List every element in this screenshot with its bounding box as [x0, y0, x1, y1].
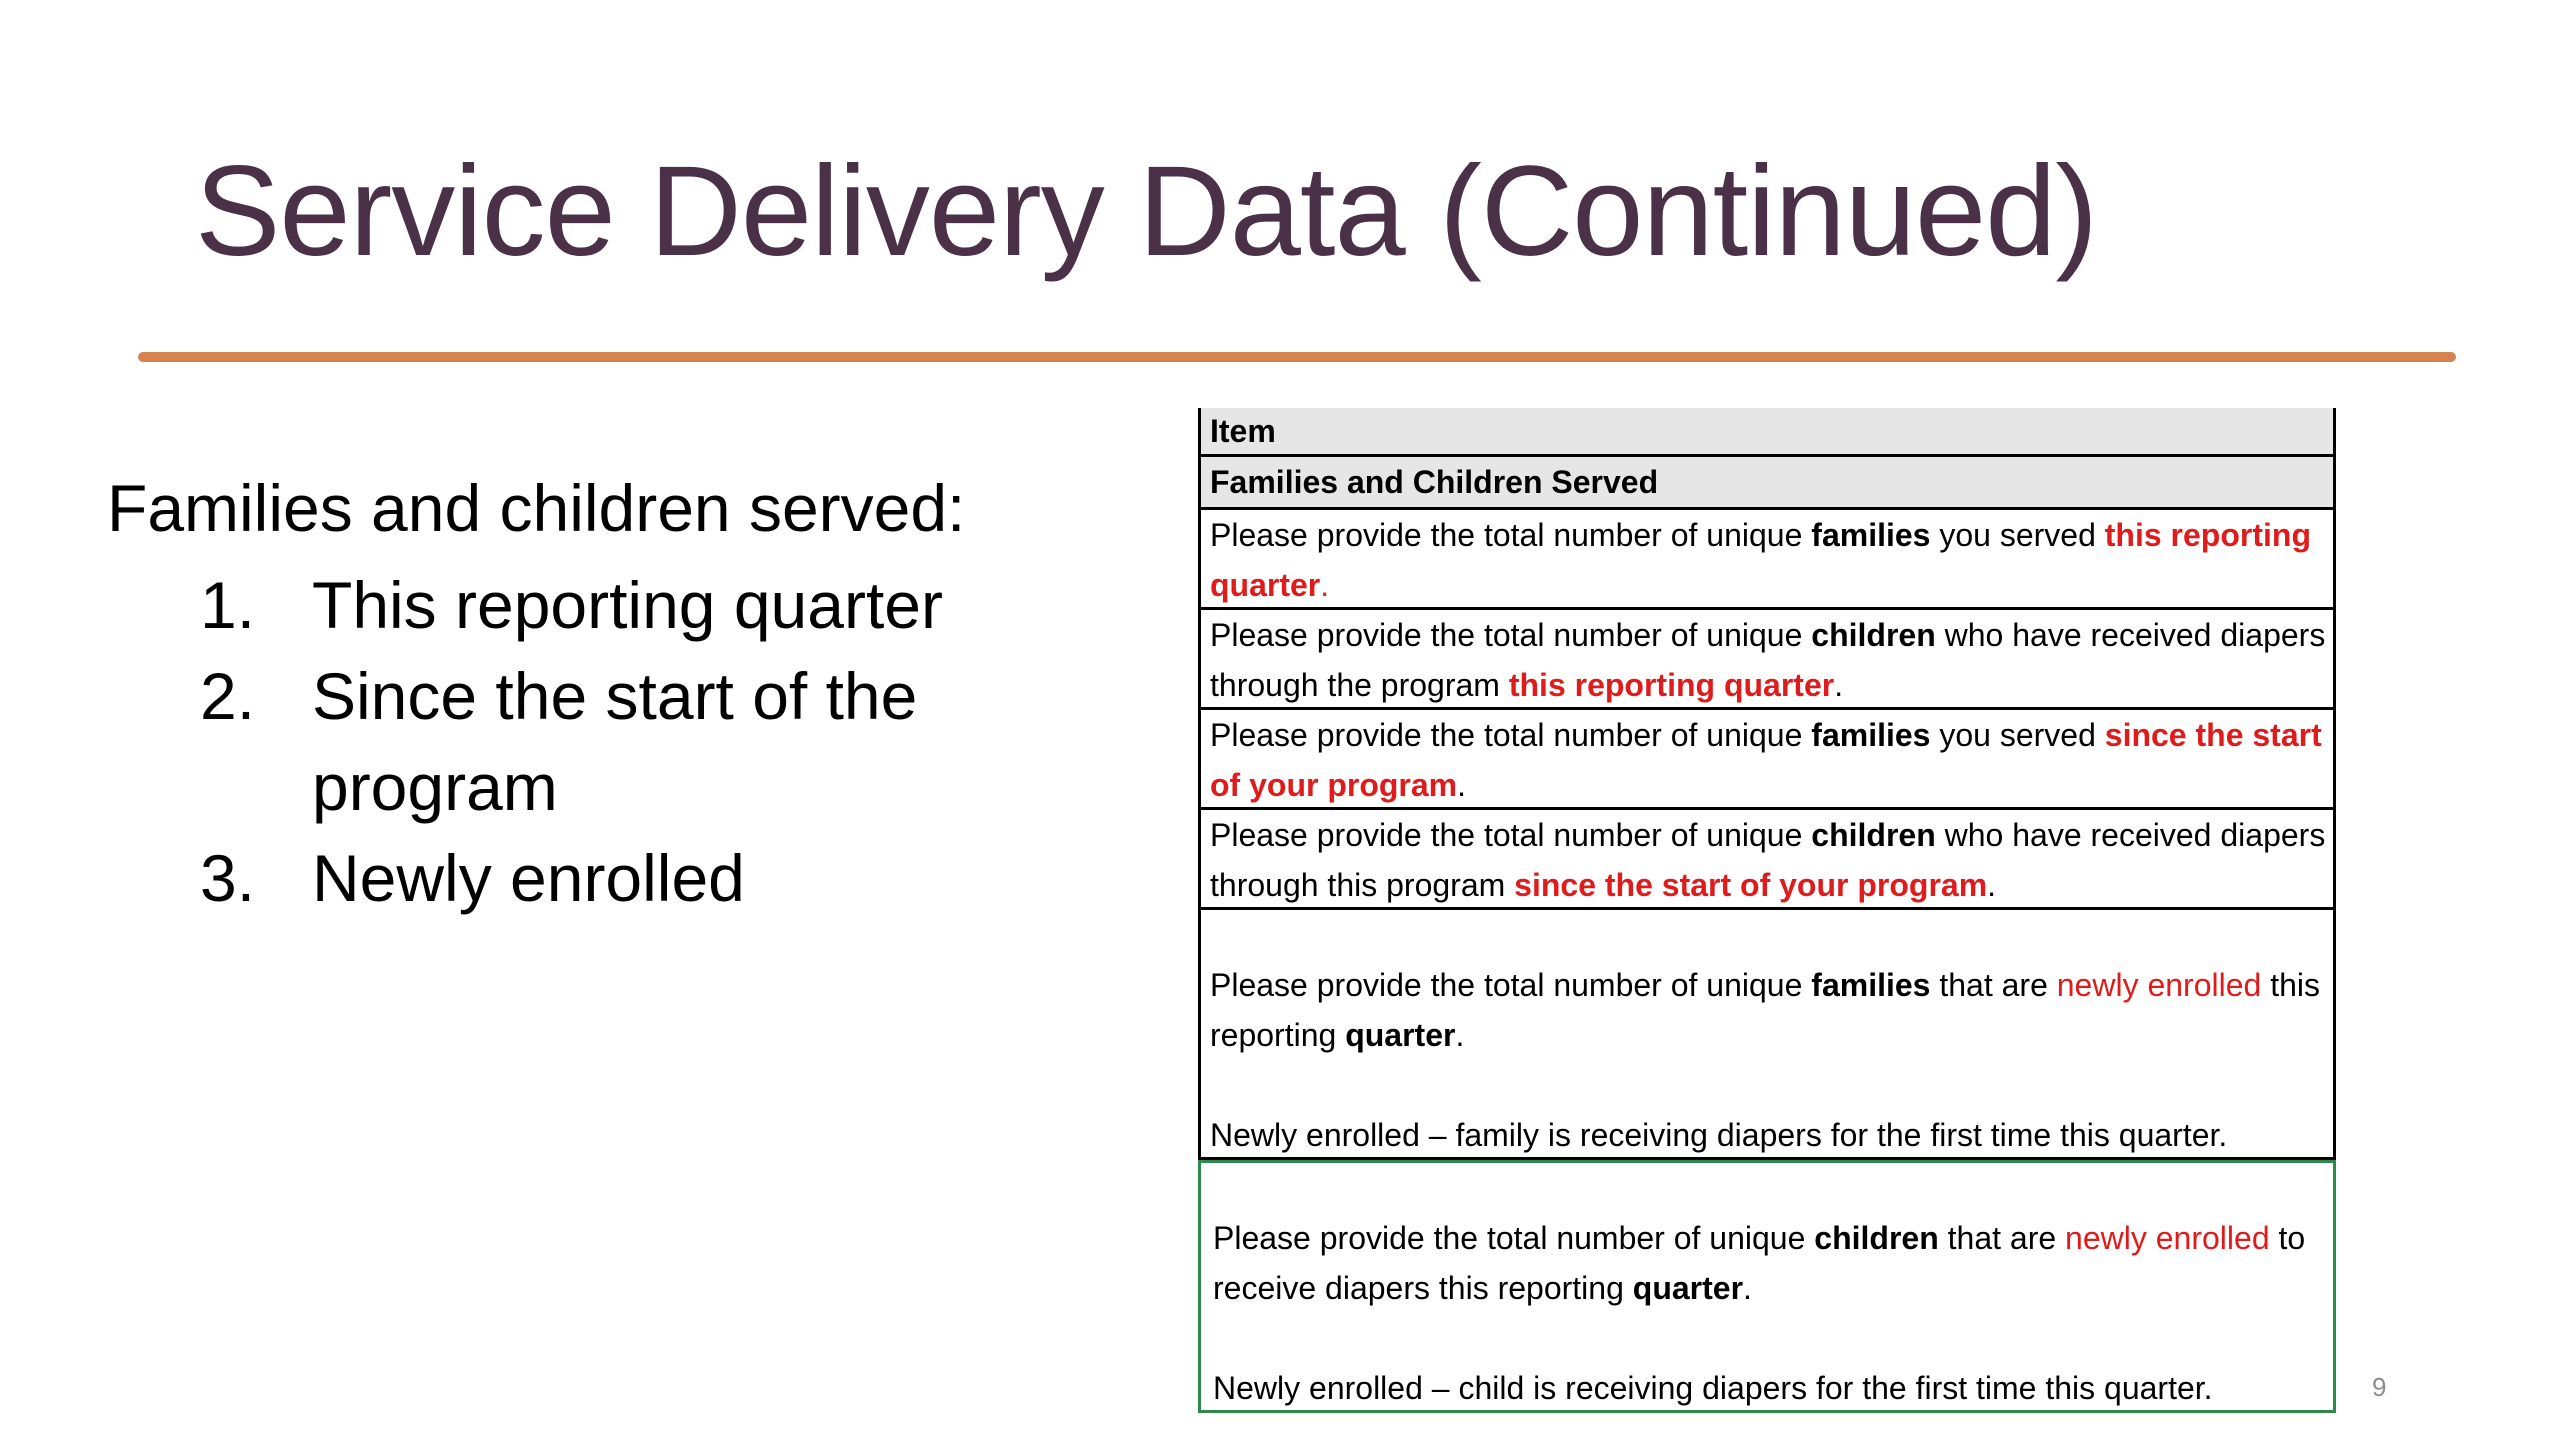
- row-text: you served: [1930, 517, 2105, 553]
- row-text: you served: [1930, 717, 2105, 753]
- table-row: [1201, 610, 2333, 710]
- served-list: [200, 560, 1032, 924]
- row-note: Newly enrolled – child is receiving diapers for the first time this quarter.: [1213, 1370, 2213, 1406]
- row-note: Newly enrolled – family is receiving diapers for the first time this quarter.: [1210, 1117, 2228, 1153]
- row-text: .: [1987, 867, 1997, 903]
- row-bold-term: children: [1814, 1220, 1939, 1256]
- table-section-heading: Families and Children Served: [1201, 457, 2333, 510]
- row-text: Please provide the total number of unique: [1213, 1220, 1815, 1256]
- row-bold-term: quarter: [1632, 1270, 1744, 1306]
- row-text: Please provide the total number of unique: [1210, 517, 1812, 553]
- table-row: [1201, 910, 2333, 1160]
- row-bold-term: families: [1811, 517, 1931, 553]
- blank-line: [1213, 1313, 2333, 1363]
- list-text: This reporting quarter: [312, 568, 943, 642]
- row-text: .: [1455, 1017, 1465, 1053]
- row-highlight: since the start of your program: [1514, 867, 1988, 903]
- slide-title: Service Delivery Data (Continued): [195, 140, 2097, 283]
- row-text: who have received diapers through this program: [1210, 817, 2326, 903]
- list-item: [200, 560, 1032, 651]
- list-number: 1.: [200, 568, 256, 642]
- table-row: [1201, 810, 2333, 910]
- intro-text: Families and children served:: [107, 471, 966, 545]
- row-text: .: [1457, 767, 1467, 803]
- blank-line: [1210, 1060, 2333, 1110]
- row-text: .: [1743, 1270, 1752, 1306]
- table-header: Item: [1201, 408, 2333, 457]
- blank-line: [1213, 1163, 2333, 1213]
- row-bold-term: families: [1811, 717, 1931, 753]
- row-highlight: this reporting quarter: [1210, 517, 2311, 603]
- row-text: Please provide the total number of unique: [1210, 717, 1812, 753]
- title-divider: [138, 352, 2456, 362]
- row-highlight: since the start of your program: [1210, 717, 2322, 803]
- row-question: [1210, 960, 2333, 1060]
- row-bold-term: quarter: [1345, 1017, 1456, 1053]
- row-bold-term: children: [1811, 617, 1936, 653]
- list-item: [200, 833, 1032, 924]
- row-text: this reporting: [1210, 967, 2320, 1053]
- row-question: [1213, 1213, 2333, 1313]
- row-highlight: newly enrolled: [2056, 967, 2262, 1003]
- table-row: [1201, 710, 2333, 810]
- list-text: Since the start of the program: [312, 659, 918, 824]
- row-text: Please provide the total number of unique: [1210, 617, 1812, 653]
- list-number: 2.: [200, 659, 256, 733]
- row-highlight: this reporting quarter: [1508, 667, 1835, 703]
- row-bold-term: children: [1811, 817, 1936, 853]
- table-row: [1201, 510, 2333, 610]
- table-row-selected[interactable]: [1198, 1160, 2336, 1413]
- row-text: that are: [1930, 967, 2057, 1003]
- page-number: 9: [2372, 1372, 2387, 1402]
- row-highlight: newly enrolled: [2065, 1220, 2270, 1256]
- row-text: Please provide the total number of unique: [1210, 967, 1812, 1003]
- row-text: who have received diapers through the program: [1210, 617, 2326, 703]
- row-text: that are: [1938, 1220, 2066, 1256]
- list-number: 3.: [200, 841, 256, 915]
- row-text: Please provide the total number of unique: [1210, 817, 1812, 853]
- blank-line: [1210, 910, 2333, 960]
- row-bold-term: families: [1811, 967, 1931, 1003]
- row-text: .: [1320, 567, 1330, 603]
- items-table: [1198, 408, 2336, 1413]
- row-text: to receive diapers this reporting: [1213, 1220, 2306, 1306]
- row-text: .: [1834, 667, 1844, 703]
- list-item: [200, 651, 1032, 833]
- list-text: Newly enrolled: [312, 841, 745, 915]
